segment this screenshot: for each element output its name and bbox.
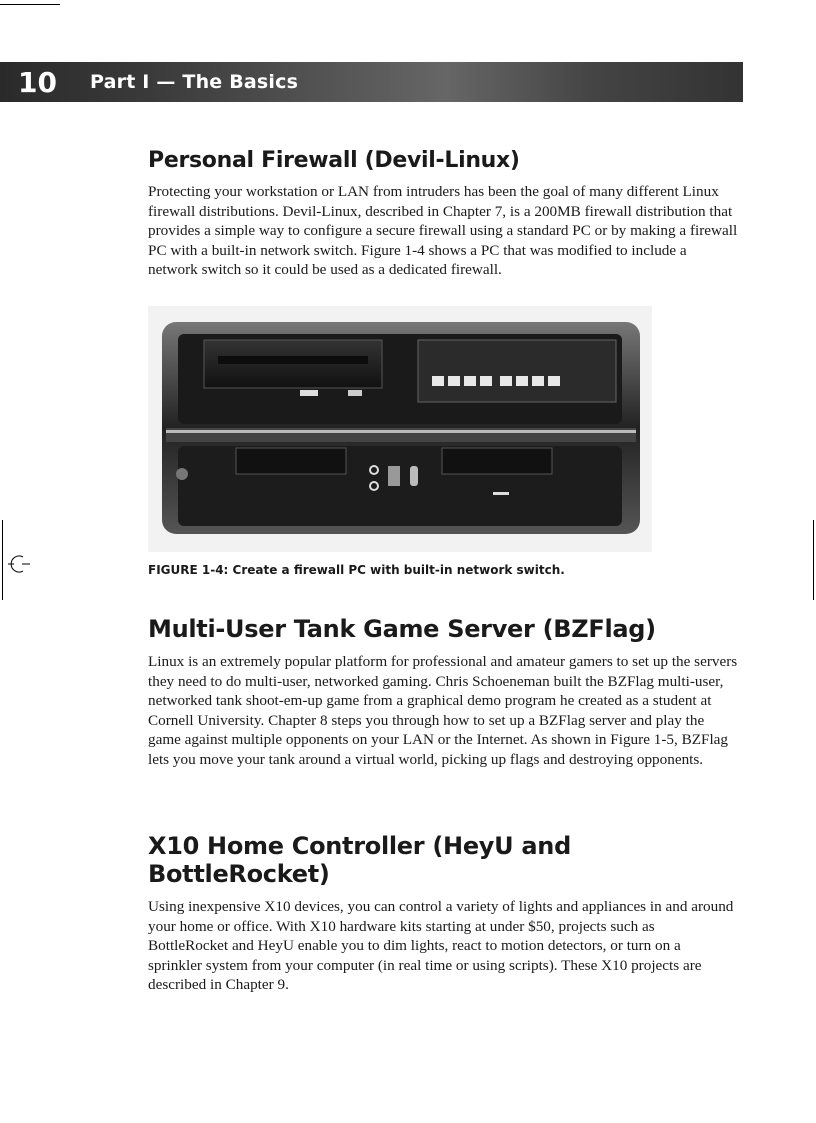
- section-x10: [148, 832, 738, 995]
- crop-mark-right: [813, 520, 814, 600]
- part-title: Part I — The Basics: [90, 71, 299, 93]
- page-header-bar: [0, 62, 743, 102]
- section-heading: Personal Firewall (Devil-Linux): [148, 148, 520, 173]
- section-heading: Multi-User Tank Game Server (BZFlag): [148, 615, 656, 643]
- figure-firewall-pc-photo: [148, 306, 652, 552]
- section-body: Linux is an extremely popular platform for professional and amateur gamers to set up the servers they need to do multi-user, networked gaming. Chris Schoeneman built the BZFlag multi-user, networked tank shoot-em-up game from a graphical demo program he created as a student at Cornell University. Chapter 8 steps you through how to set up a BZFlag server and play the game against multiple opponents on your LAN or the Internet. As shown in Figure 1-5, BZFlag lets you move your tank around a virtual world, picking up flags and destroying opponents.: [148, 653, 738, 768]
- crop-mark-left: [2, 520, 3, 600]
- section-body: Using inexpensive X10 devices, you can control a variety of lights and appliances in and around your home or office. With X10 hardware kits starting at under $50, projects such as BottleRocket and HeyU enable you to dim lights, react to motion detectors, or turn on a sprinkler system from your computer (in real time or using scripts). These X10 projects are described in Chapter 9.: [148, 898, 734, 993]
- section-bzflag: [148, 615, 738, 769]
- section-heading: X10 Home Controller (HeyU and BottleRocket): [148, 832, 571, 888]
- crop-mark-top: [0, 4, 60, 5]
- page-number: 10: [18, 65, 57, 99]
- registration-mark-icon: [8, 553, 30, 575]
- section-body: Protecting your workstation or LAN from intruders has been the goal of many different Linux firewall distributions. Devil-Linux, described in Chapter 7, is a 200MB firewall distribution that provides a simple way to configure a secure firewall using a standard PC or by making a firewall PC with a built-in network switch. Figure 1-4 shows a PC that was modified to include a network switch so it could be used as a dedicated firewall.: [148, 183, 738, 278]
- figure-caption: FIGURE 1-4: Create a firewall PC with built-in network switch.: [148, 563, 565, 577]
- section-firewall: [148, 148, 738, 280]
